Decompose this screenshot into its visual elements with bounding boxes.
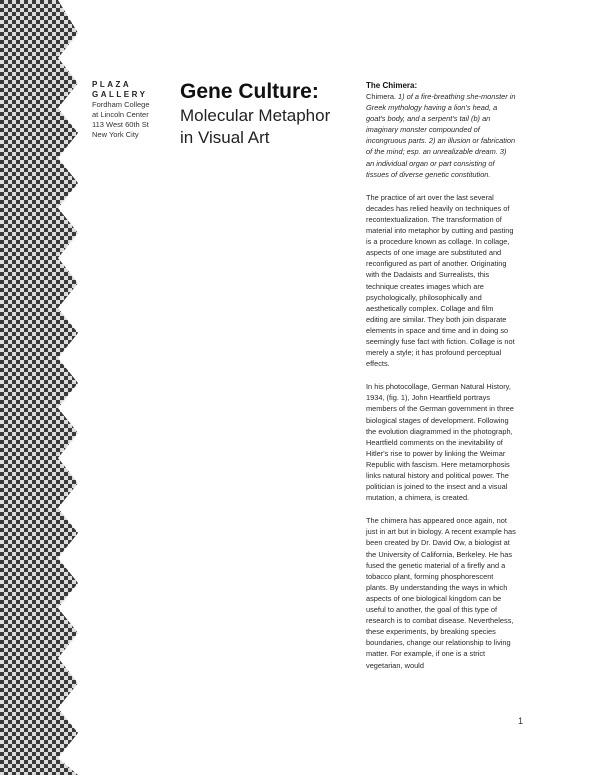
definition-heading: The Chimera: <box>366 81 418 90</box>
paragraph-chimera-biology: The chimera has appeared once again, not just in art but in biology. A recent example has been created by Dr. David Ow, a biologist at the University of California, Berkeley. He has fused the genetic material of a firefly and a tobacco plant, forming phosphorescent plants. By understanding the ways in which aspects of one biological kingdom can be useful to another, the goal of this type of research is to combat disease. Nevertheless, these experiments, by breaking species boundaries, change our relationship to living matter. For example, if one is a strict vegetarian, would <box>366 516 516 670</box>
gallery-campus: at Lincoln Center <box>92 110 149 119</box>
title-subtitle-line1: Molecular Metaphor <box>180 106 331 125</box>
paragraph-collage: The practice of art over the last several decades has relied heavily on techniques of recontextualization. The transformation of material into metaphor by cutting and pasting is a procedure known as collage. In collage, aspects of one image are substituted and reconfigured as part of another. Originating with the Dadaists and Surrealists, this technique creates images which are psychologically, philosophically and aesthetically complex. Collage and film editing are similar. They both join disparate elements in space and time and in doing so seemingly fuse fact with fiction. Collage is not merely a style; it has profound perceptual effects. <box>366 192 515 369</box>
definition-body: 1) of a fire-breathing she-monster in Greek mythology having a lion's head, a goat's body, and a serpent's tail (b) an imaginary monster compounded of incongruous parts. 2) an illusion or fabrication of the mind; esp. an unrealizable dream. 3) an individual organ or part consisting of tissues of diverse genetic constitution. <box>366 92 516 179</box>
title-main: Gene Culture: <box>180 80 319 103</box>
zigzag-band <box>0 0 78 775</box>
exhibition-title <box>180 80 360 148</box>
title-subtitle-line2: in Visual Art <box>180 128 270 147</box>
definition-text <box>366 91 516 180</box>
gallery-institution: Fordham College <box>92 100 150 109</box>
gallery-name-line2: GALLERY <box>92 90 148 99</box>
gallery-info <box>92 80 172 140</box>
gallery-city: New York City <box>92 130 139 139</box>
gallery-name-line1: PLAZA <box>92 80 132 89</box>
definition-headword: Chimera. <box>366 92 396 101</box>
gallery-street: 113 West 60th St <box>92 120 149 129</box>
paragraph-heartfield: In his photocollage, German Natural History, 1934, (fig. 1), John Heartfield portrays members of the German government in three biological stages of development. Following the evolution diagrammed in the photograph, Heartfield comments on the inevitability of Hitler's rise to power by linking the Weimar Republic with fascism. Here metamorphosis links natural history and political power. The politician is joined to the insect and a visual mutation, a chimera, is created. <box>366 382 514 503</box>
page-number: 1 <box>518 716 524 726</box>
essay-column <box>366 80 516 683</box>
